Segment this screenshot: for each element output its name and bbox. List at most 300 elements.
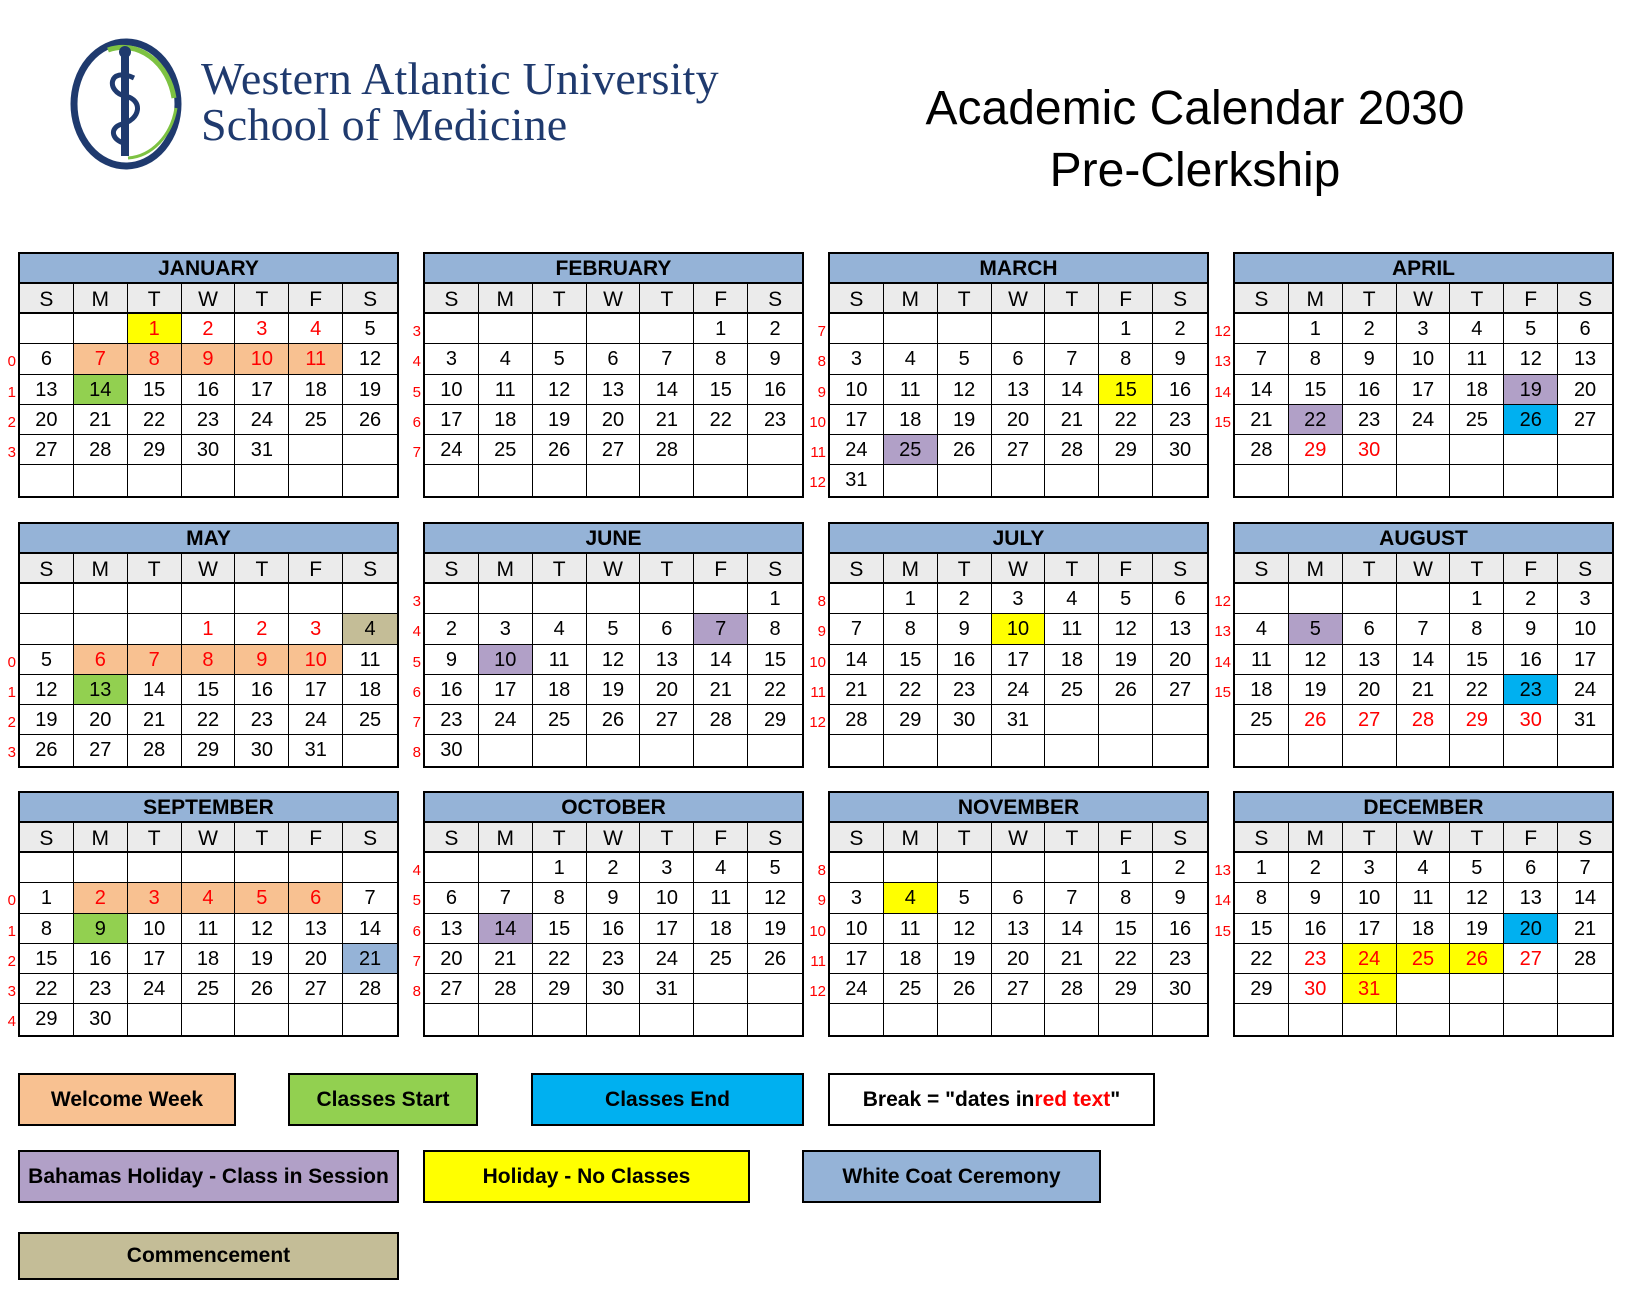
date-cell: 11 <box>289 344 343 374</box>
date-cell: 23 <box>1153 944 1207 974</box>
date-cell: 19 <box>20 705 74 735</box>
empty-cell <box>1397 435 1451 465</box>
week-number: 8 <box>412 983 421 1001</box>
date-cell: 16 <box>587 914 641 944</box>
empty-cell <box>938 1004 992 1034</box>
weekday-header: T <box>1343 823 1397 853</box>
weekday-header: F <box>289 284 343 314</box>
date-cell: 5 <box>235 883 289 913</box>
week-number: 1 <box>7 383 16 401</box>
date-cell: 12 <box>533 375 587 405</box>
empty-cell <box>425 853 479 883</box>
month-days-grid <box>425 554 802 766</box>
date-cell: 24 <box>640 944 694 974</box>
date-cell: 19 <box>587 675 641 705</box>
empty-cell <box>533 1004 587 1034</box>
date-cell: 15 <box>533 914 587 944</box>
date-cell: 19 <box>1289 675 1343 705</box>
date-cell: 12 <box>20 675 74 705</box>
empty-cell <box>1289 584 1343 614</box>
date-cell: 16 <box>1504 645 1558 675</box>
date-cell: 30 <box>235 735 289 765</box>
empty-cell <box>533 314 587 344</box>
date-cell: 14 <box>128 675 182 705</box>
empty-cell <box>289 584 343 614</box>
date-cell: 5 <box>748 853 802 883</box>
empty-cell <box>128 1004 182 1034</box>
date-cell: 29 <box>1289 435 1343 465</box>
empty-cell <box>830 735 884 765</box>
date-cell: 28 <box>1397 705 1451 735</box>
date-cell: 1 <box>20 883 74 913</box>
empty-cell <box>235 1004 289 1034</box>
date-cell: 30 <box>74 1004 128 1034</box>
date-cell: 15 <box>1450 645 1504 675</box>
empty-cell <box>1153 1004 1207 1034</box>
weekday-header: S <box>1153 823 1207 853</box>
empty-cell <box>1397 735 1451 765</box>
week-number: 13 <box>1214 862 1231 879</box>
month-days-grid <box>425 823 802 1035</box>
month-title: FEBRUARY <box>425 254 802 284</box>
empty-cell <box>1289 1004 1343 1034</box>
empty-cell <box>74 853 128 883</box>
date-cell: 17 <box>425 405 479 435</box>
date-cell: 25 <box>1450 405 1504 435</box>
date-cell: 31 <box>1343 974 1397 1004</box>
empty-cell <box>425 465 479 495</box>
date-cell: 20 <box>587 405 641 435</box>
date-cell: 27 <box>20 435 74 465</box>
date-cell: 30 <box>1504 705 1558 735</box>
date-cell: 8 <box>748 614 802 644</box>
weekday-header: T <box>533 823 587 853</box>
date-cell: 8 <box>20 914 74 944</box>
legend-commencement: Commencement <box>18 1232 399 1280</box>
date-cell: 3 <box>425 344 479 374</box>
date-cell: 31 <box>640 974 694 1004</box>
weekday-header: F <box>1504 284 1558 314</box>
weekday-header: S <box>1558 284 1612 314</box>
date-cell: 10 <box>425 375 479 405</box>
weekday-header: T <box>1450 284 1504 314</box>
weekday-header: S <box>20 284 74 314</box>
date-cell: 26 <box>1450 944 1504 974</box>
weekday-header: S <box>1153 554 1207 584</box>
empty-cell <box>74 614 128 644</box>
empty-cell <box>1153 465 1207 495</box>
date-cell: 4 <box>1397 853 1451 883</box>
date-cell: 19 <box>343 375 397 405</box>
date-cell: 26 <box>1504 405 1558 435</box>
weekday-header: T <box>938 554 992 584</box>
date-cell: 20 <box>20 405 74 435</box>
date-cell: 4 <box>182 883 236 913</box>
date-cell: 3 <box>479 614 533 644</box>
weekday-header: S <box>425 554 479 584</box>
empty-cell <box>694 465 748 495</box>
empty-cell <box>992 465 1046 495</box>
date-cell: 8 <box>694 344 748 374</box>
empty-cell <box>1099 465 1153 495</box>
date-cell: 29 <box>1450 705 1504 735</box>
week-numbers <box>403 316 421 498</box>
date-cell: 7 <box>694 614 748 644</box>
date-cell: 5 <box>1504 314 1558 344</box>
date-cell: 29 <box>533 974 587 1004</box>
empty-cell <box>74 314 128 344</box>
date-cell: 6 <box>425 883 479 913</box>
weekday-header: F <box>289 823 343 853</box>
date-cell: 19 <box>938 944 992 974</box>
empty-cell <box>587 465 641 495</box>
date-cell: 13 <box>587 375 641 405</box>
week-number: 14 <box>1214 653 1231 671</box>
empty-cell <box>1235 584 1289 614</box>
date-cell: 9 <box>1343 344 1397 374</box>
date-cell: 2 <box>1504 584 1558 614</box>
date-cell: 11 <box>1235 645 1289 675</box>
date-cell: 18 <box>1045 645 1099 675</box>
empty-cell <box>587 584 641 614</box>
date-cell: 24 <box>128 974 182 1004</box>
month-august <box>1233 522 1614 768</box>
date-cell: 13 <box>425 914 479 944</box>
empty-cell <box>640 584 694 614</box>
date-cell: 17 <box>1558 645 1612 675</box>
empty-cell <box>1343 465 1397 495</box>
date-cell: 29 <box>748 705 802 735</box>
empty-cell <box>343 853 397 883</box>
date-cell: 21 <box>640 405 694 435</box>
week-number: 6 <box>412 413 421 431</box>
date-cell: 5 <box>587 614 641 644</box>
date-cell: 23 <box>235 705 289 735</box>
month-title: NOVEMBER <box>830 793 1207 823</box>
weekday-header: T <box>1045 554 1099 584</box>
date-cell: 22 <box>1099 944 1153 974</box>
weekday-header: W <box>992 823 1046 853</box>
empty-cell <box>479 584 533 614</box>
date-cell: 6 <box>992 344 1046 374</box>
date-cell: 8 <box>1289 344 1343 374</box>
date-cell: 7 <box>830 614 884 644</box>
empty-cell <box>1450 974 1504 1004</box>
date-cell: 7 <box>1045 883 1099 913</box>
legend-classes-start: Classes Start <box>288 1073 478 1126</box>
date-cell: 9 <box>1504 614 1558 644</box>
date-cell: 6 <box>1343 614 1397 644</box>
date-cell: 15 <box>1099 914 1153 944</box>
week-number <box>808 737 826 767</box>
legend-bahamas-holiday: Bahamas Holiday - Class in Session <box>18 1150 399 1203</box>
date-cell: 19 <box>235 944 289 974</box>
date-cell: 13 <box>1504 883 1558 913</box>
empty-cell <box>1397 465 1451 495</box>
date-cell: 3 <box>830 883 884 913</box>
empty-cell <box>1343 1004 1397 1034</box>
empty-cell <box>694 974 748 1004</box>
date-cell: 12 <box>1099 614 1153 644</box>
weekday-header: T <box>1045 284 1099 314</box>
weekday-header: S <box>343 823 397 853</box>
weekday-header: T <box>938 284 992 314</box>
date-cell: 6 <box>992 883 1046 913</box>
weekday-header: M <box>479 823 533 853</box>
empty-cell <box>20 614 74 644</box>
empty-cell <box>1450 465 1504 495</box>
date-cell: 17 <box>1343 914 1397 944</box>
empty-cell <box>479 1004 533 1034</box>
date-cell: 23 <box>1289 944 1343 974</box>
date-cell: 17 <box>830 405 884 435</box>
date-cell: 22 <box>1099 405 1153 435</box>
date-cell: 29 <box>128 435 182 465</box>
date-cell: 10 <box>830 914 884 944</box>
date-cell: 8 <box>1235 883 1289 913</box>
date-cell: 27 <box>74 735 128 765</box>
date-cell: 28 <box>128 735 182 765</box>
empty-cell <box>694 1004 748 1034</box>
date-cell: 30 <box>1343 435 1397 465</box>
date-cell: 2 <box>1289 853 1343 883</box>
empty-cell <box>830 584 884 614</box>
week-number: 15 <box>1214 683 1231 701</box>
date-cell: 22 <box>533 944 587 974</box>
weekday-header: F <box>694 554 748 584</box>
date-cell: 13 <box>289 914 343 944</box>
weekday-header: T <box>1045 823 1099 853</box>
week-number: 4 <box>412 353 421 371</box>
date-cell: 30 <box>938 705 992 735</box>
date-cell: 24 <box>1343 944 1397 974</box>
date-cell: 17 <box>128 944 182 974</box>
week-number: 1 <box>7 922 16 940</box>
date-cell: 5 <box>343 314 397 344</box>
date-cell: 14 <box>640 375 694 405</box>
empty-cell <box>74 465 128 495</box>
week-number <box>0 855 16 885</box>
empty-cell <box>20 584 74 614</box>
weekday-header: W <box>182 284 236 314</box>
weekday-header: M <box>1289 823 1343 853</box>
empty-cell <box>289 465 343 495</box>
date-cell: 16 <box>938 645 992 675</box>
week-number: 12 <box>1214 593 1231 610</box>
week-number <box>1213 946 1231 976</box>
empty-cell <box>640 735 694 765</box>
date-cell: 27 <box>289 974 343 1004</box>
empty-cell <box>182 584 236 614</box>
date-cell: 4 <box>1450 314 1504 344</box>
date-cell: 18 <box>1450 375 1504 405</box>
date-cell: 5 <box>1099 584 1153 614</box>
week-number: 8 <box>817 862 826 879</box>
date-cell: 13 <box>1153 614 1207 644</box>
weekday-header: S <box>20 823 74 853</box>
empty-cell <box>1397 1004 1451 1034</box>
date-cell: 4 <box>533 614 587 644</box>
weekday-header: T <box>128 823 182 853</box>
empty-cell <box>1099 705 1153 735</box>
date-cell: 13 <box>992 375 1046 405</box>
date-cell: 2 <box>938 584 992 614</box>
empty-cell <box>1397 584 1451 614</box>
date-cell: 15 <box>1099 375 1153 405</box>
legend-break-red-text: red text <box>1034 1087 1111 1111</box>
empty-cell <box>1504 435 1558 465</box>
empty-cell <box>533 465 587 495</box>
date-cell: 10 <box>1343 883 1397 913</box>
date-cell: 12 <box>938 914 992 944</box>
week-numbers <box>0 316 16 498</box>
empty-cell <box>343 735 397 765</box>
date-cell: 21 <box>1558 914 1612 944</box>
weekday-header: S <box>1235 284 1289 314</box>
empty-cell <box>533 584 587 614</box>
empty-cell <box>748 435 802 465</box>
date-cell: 3 <box>830 344 884 374</box>
empty-cell <box>1558 465 1612 495</box>
week-number: 10 <box>809 413 826 431</box>
date-cell: 14 <box>343 914 397 944</box>
logo-text <box>201 53 719 150</box>
date-cell: 11 <box>533 645 587 675</box>
date-cell: 25 <box>884 435 938 465</box>
date-cell: 26 <box>1289 705 1343 735</box>
empty-cell <box>1045 465 1099 495</box>
date-cell: 26 <box>533 435 587 465</box>
date-cell: 12 <box>1450 883 1504 913</box>
week-number <box>0 467 16 497</box>
empty-cell <box>748 1004 802 1034</box>
week-number: 3 <box>7 744 16 762</box>
month-title: MARCH <box>830 254 1207 284</box>
month-march <box>828 252 1209 498</box>
weekday-header: T <box>533 554 587 584</box>
weekday-header: M <box>74 823 128 853</box>
date-cell: 8 <box>128 344 182 374</box>
date-cell: 25 <box>182 974 236 1004</box>
empty-cell <box>694 584 748 614</box>
date-cell: 19 <box>748 914 802 944</box>
date-cell: 20 <box>1343 675 1397 705</box>
empty-cell <box>1045 735 1099 765</box>
empty-cell <box>1504 735 1558 765</box>
date-cell: 13 <box>74 675 128 705</box>
empty-cell <box>479 314 533 344</box>
date-cell: 30 <box>1289 974 1343 1004</box>
empty-cell <box>1045 1004 1099 1034</box>
week-number: 0 <box>7 353 16 371</box>
weekday-header: M <box>884 554 938 584</box>
empty-cell <box>20 853 74 883</box>
week-number: 12 <box>809 983 826 1001</box>
week-number: 6 <box>412 683 421 701</box>
date-cell: 16 <box>748 375 802 405</box>
logo-line-2: School of Medicine <box>201 99 568 150</box>
date-cell: 1 <box>533 853 587 883</box>
weekday-header: S <box>20 554 74 584</box>
date-cell: 29 <box>20 1004 74 1034</box>
date-cell: 13 <box>1558 344 1612 374</box>
weekday-header: F <box>1504 554 1558 584</box>
date-cell: 25 <box>479 435 533 465</box>
date-cell: 8 <box>884 614 938 644</box>
week-number: 8 <box>817 353 826 371</box>
date-cell: 18 <box>1235 675 1289 705</box>
weekday-header: T <box>235 284 289 314</box>
date-cell: 28 <box>694 705 748 735</box>
month-days-grid <box>20 284 397 496</box>
date-cell: 6 <box>289 883 343 913</box>
weekday-header: T <box>1450 554 1504 584</box>
week-number: 9 <box>817 623 826 641</box>
date-cell: 17 <box>830 944 884 974</box>
month-title: MAY <box>20 524 397 554</box>
date-cell: 10 <box>830 375 884 405</box>
title-line-1: Academic Calendar 2030 <box>925 82 1465 135</box>
date-cell: 11 <box>479 375 533 405</box>
empty-cell <box>235 465 289 495</box>
date-cell: 9 <box>425 645 479 675</box>
date-cell: 10 <box>479 645 533 675</box>
empty-cell <box>1153 705 1207 735</box>
date-cell: 17 <box>479 675 533 705</box>
empty-cell <box>1289 465 1343 495</box>
date-cell: 7 <box>1558 853 1612 883</box>
month-june <box>423 522 804 768</box>
date-cell: 29 <box>182 735 236 765</box>
date-cell: 6 <box>20 344 74 374</box>
date-cell: 27 <box>587 435 641 465</box>
empty-cell <box>1045 314 1099 344</box>
date-cell: 28 <box>479 974 533 1004</box>
empty-cell <box>694 435 748 465</box>
empty-cell <box>938 735 992 765</box>
week-number: 13 <box>1214 353 1231 371</box>
date-cell: 17 <box>289 675 343 705</box>
date-cell: 15 <box>694 375 748 405</box>
empty-cell <box>992 853 1046 883</box>
date-cell: 25 <box>533 705 587 735</box>
date-cell: 11 <box>694 883 748 913</box>
month-days-grid <box>830 823 1207 1035</box>
empty-cell <box>1450 435 1504 465</box>
date-cell: 20 <box>1504 914 1558 944</box>
date-cell: 4 <box>694 853 748 883</box>
week-numbers <box>808 855 826 1037</box>
week-number: 13 <box>1214 623 1231 641</box>
date-cell: 2 <box>74 883 128 913</box>
month-days-grid <box>20 823 397 1035</box>
week-numbers <box>1213 586 1231 768</box>
month-days-grid <box>20 554 397 766</box>
date-cell: 19 <box>1099 645 1153 675</box>
date-cell: 22 <box>182 705 236 735</box>
date-cell: 5 <box>1450 853 1504 883</box>
weekday-header: M <box>884 284 938 314</box>
weekday-header: M <box>479 554 533 584</box>
page-title <box>815 78 1575 202</box>
week-number: 5 <box>412 653 421 671</box>
week-number: 1 <box>7 683 16 701</box>
date-cell: 24 <box>830 435 884 465</box>
month-july <box>828 522 1209 768</box>
empty-cell <box>1343 735 1397 765</box>
date-cell: 28 <box>1045 435 1099 465</box>
date-cell: 24 <box>830 974 884 1004</box>
